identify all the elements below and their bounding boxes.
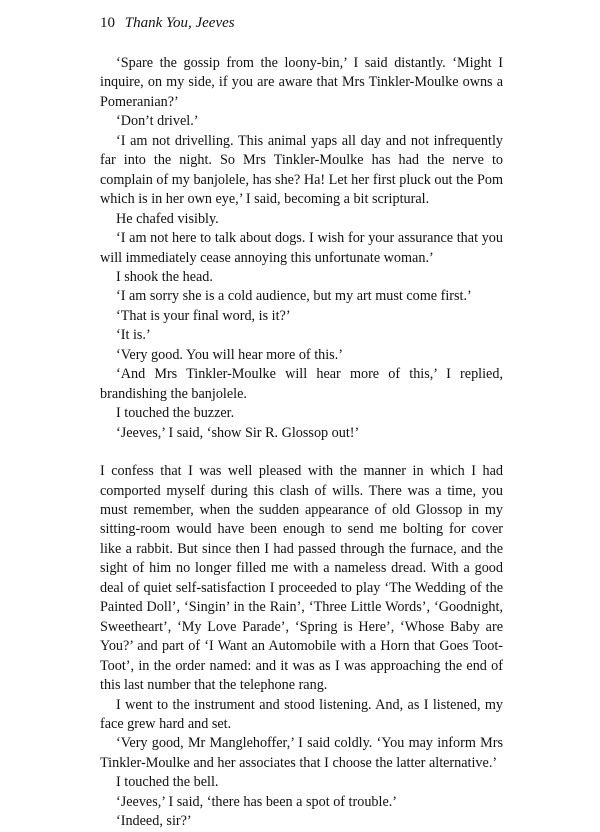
paragraph: I touched the buzzer.	[116, 405, 235, 422]
paragraph: I touched the bell.	[116, 774, 219, 791]
section-break	[100, 443, 503, 462]
paragraph: ‘Don’t drivel.’	[116, 113, 199, 130]
paragraph: ‘And Mrs Tinkler-Moulke will hear more of this,’ I replied, brandishing the banjolele.	[100, 366, 503, 402]
paragraph: He chafed visibly.	[116, 210, 219, 227]
page-number: 10	[100, 15, 115, 31]
paragraph: I confess that I was well pleased with the manner in which I had comported myself during this clash of wills. There was a time, you must remember, when the sudden appearance of old Glossop in my sitting-room would have been enough to send me bolting for cover like a rabbit. But since then I had passed through the furnace, and the sight of him no longer filled me with a nameless dread. With a good deal of quiet self-satisfaction I proceeded to play ‘The Wedding of the Painted Doll’, ‘Singin’ in the Rain’, ‘Three Little Words’, ‘Goodnight, Sweetheart’, ‘My Love Parade’, ‘Spring is Here’, ‘Whose Baby are You?’ and part of ‘I Want an Automobile with a Horn that Goes Toot-Toot’, in the order named: and it was as I was approaching the end of this last number that the telephone rang.	[100, 463, 503, 694]
paragraph: ‘Very good, Mr Manglehoffer,’ I said coldly. ‘You may inform Mrs Tinkler-Moulke and her associates that I choose the latter alternative.’	[100, 735, 503, 771]
running-head	[100, 14, 503, 33]
paragraph: ‘Jeeves,’ I said, ‘there has been a spot of trouble.’	[116, 793, 398, 810]
text-block-part1	[100, 54, 503, 443]
paragraph: ‘Indeed, sir?’	[116, 813, 192, 830]
book-title: Thank You, Jeeves	[124, 15, 235, 31]
paragraph: I shook the head.	[116, 268, 213, 285]
paragraph: ‘Very good. You will hear more of this.’	[116, 346, 343, 363]
paragraph: ‘Jeeves,’ I said, ‘show Sir R. Glossop out!’	[116, 424, 360, 441]
paragraph: ‘I am not here to talk about dogs. I wish for your assurance that you will immediately cease annoying this unfortunate woman.’	[100, 230, 503, 266]
book-page	[100, 14, 503, 832]
paragraph: ‘That is your final word, is it?’	[116, 307, 291, 324]
paragraph: ‘I am sorry she is a cold audience, but my art must come first.’	[116, 288, 472, 305]
text-block-part2	[100, 462, 503, 832]
paragraph: ‘I am not drivelling. This animal yaps all day and not infrequently far into the night. So Mrs Tinkler-Moulke has had the nerve to complain of my banjolele, has she? Ha! Let her first pluck out the Pom which is in her own eye,’ I said, becoming a bit scriptural.	[100, 132, 503, 208]
paragraph: I went to the instrument and stood listening. And, as I listened, my face grew hard and set.	[100, 696, 503, 732]
paragraph: ‘Spare the gossip from the loony-bin,’ I said distantly. ‘Might I inquire, on my side, if you are aware that Mrs Tinkler-Moulke owns a Pomeranian?’	[100, 55, 503, 110]
paragraph: ‘It is.’	[116, 327, 151, 344]
